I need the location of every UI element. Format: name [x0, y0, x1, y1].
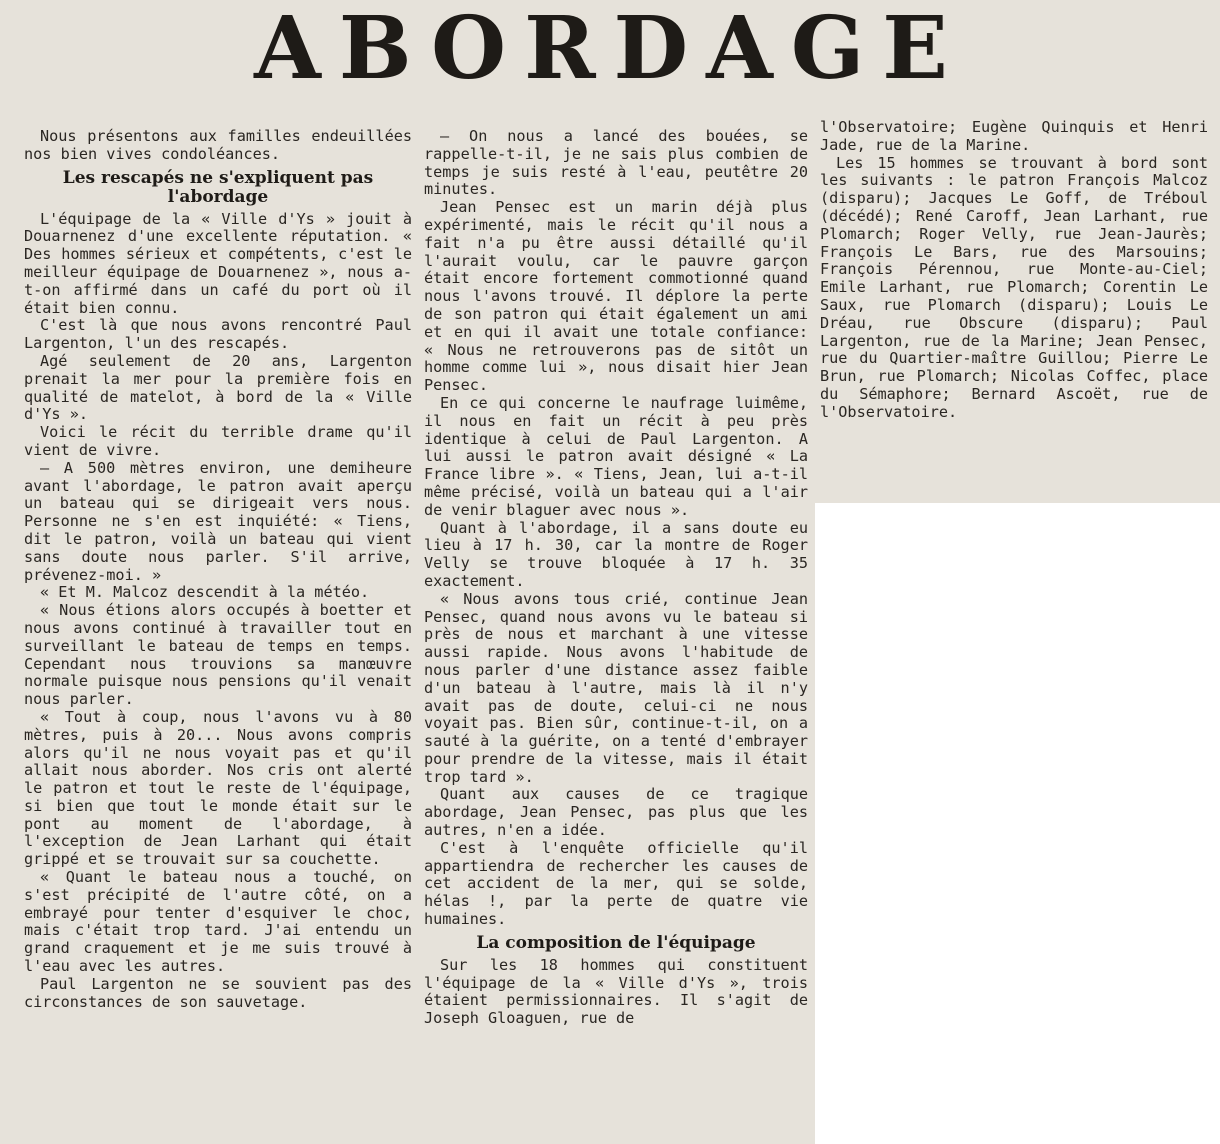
- column-3: [820, 119, 1208, 422]
- paragraph: « Tout à coup, nous l'avons vu à 80 mètres, puis à 20... Nous avons compris alors qu'il ne nous voyait pas et qu'il allait nous aborder. Nos cris ont alerté le patron et tout le reste de l'équipage, si bien que tout le monde était sur le pont au moment de l'abordage, à l'exception de Jean Larhant qui était grippé et se trouvait sur sa couchette.: [24, 707, 412, 869]
- paragraph: Sur les 18 hommes qui constituent l'équipage de la « Ville d'Ys », trois étaient permissionnaires. Il s'agit de Joseph Gloaguen, rue de: [424, 955, 808, 1028]
- column-1: [24, 128, 412, 1011]
- paragraph: — A 500 mètres environ, une demiheure avant l'abordage, le patron avait aperçu un bateau qui se dirigeait vers nous. Personne ne s'en est inquiété: « Tiens, dit le patron, voilà un bateau qui vient sans doute nous parler. S'il arrive, prévenez-moi. »: [24, 458, 412, 584]
- paragraph: Quant à l'abordage, il a sans doute eu lieu à 17 h. 30, car la montre de Roger Velly se trouve bloquée à 17 h. 35 exactement.: [424, 518, 808, 590]
- blank-area: [815, 503, 1220, 1144]
- paragraph: En ce qui concerne le naufrage luimême, il nous en fait un récit à peu près identique à celui de Paul Largenton. A lui aussi le patron avait désigné « La France libre ». « Tiens, Jean, lui a-t-il même précisé, voilà un bateau qui a l'air de venir blaguer avec nous ».: [424, 393, 808, 519]
- subheading-composition: La composition de l'équipage: [476, 932, 756, 953]
- paragraph: L'équipage de la « Ville d'Ys » jouit à Douarnenez d'une excellente réputation. « Des hommes sérieux et compétents, c'est le meilleur équipage de Douarnenez », nous a-t-on affirmé dans un café du port où il était bien connu.: [24, 209, 412, 317]
- column-2: [424, 128, 808, 1028]
- paragraph: C'est là que nous avons rencontré Paul Largenton, l'un des rescapés.: [24, 316, 412, 353]
- paragraph: « Quant le bateau nous a touché, on s'est précipité de l'autre côté, on a embrayé pour tenter d'esquiver le choc, mais c'était trop tard. J'ai entendu un grand craquement et je me suis trouvé à l'eau avec les autres.: [24, 868, 412, 976]
- subheading-rescapes: Les rescapés ne s'expliquent pas l'abordage: [62, 167, 374, 207]
- paragraph: l'Observatoire; Eugène Quinquis et Henri Jade, rue de la Marine.: [820, 118, 1208, 154]
- headline: ABORDAGE: [254, 0, 966, 99]
- paragraph: C'est à l'enquête officielle qu'il appartiendra de rechercher les causes de cet accident de la mer, qui se solde, hélas !, par la perte de quatre vie humaines.: [424, 838, 808, 929]
- paragraph: Nous présentons aux familles endeuillées nos bien vives condoléances.: [24, 127, 412, 163]
- paragraph: Voici le récit du terrible drame qu'il vient de vivre.: [24, 423, 412, 459]
- paragraph: — On nous a lancé des bouées, se rappelle-t-il, je ne sais plus combien de temps je suis resté à l'eau, peutêtre 20 minutes.: [424, 127, 808, 199]
- paragraph: « Nous étions alors occupés à boetter et nous avons continué à travailler tout en surveillant le bateau de temps en temps. Cependant nous trouvions sa manœuvre normale puisque nous pensions qu'il venait nous parler.: [24, 601, 412, 709]
- paragraph: Quant aux causes de ce tragique abordage, Jean Pensec, pas plus que les autres, n'en a idée.: [424, 785, 808, 840]
- paragraph: « Et M. Malcoz descendit à la météo.: [40, 583, 370, 602]
- paragraph: Les 15 hommes se trouvant à bord sont les suivants : le patron François Malcoz (disparu); Jacques Le Goff, de Tréboul (décédé); René Caroff, Jean Larhant, rue Plomarch; Roger Velly, rue Jean-Jaurès; François Le Bars, rue des Marsouins; François Pérennou, rue Monte-au-Ciel; Emile Larhant, rue Plomarch; Corentin Le Saux, rue Plomarch (disparu); Louis Le Dréau, rue Obscure (disparu); Paul Largenton, rue de la Marine; Jean Pensec, rue du Quartier-maître Guillou; Pierre Le Brun, rue Plomarch; Nicolas Coffec, place du Sémaphore; Bernard Ascoët, rue de l'Observatoire.: [820, 153, 1208, 421]
- paragraph: Paul Largenton ne se souvient pas des circonstances de son sauvetage.: [24, 974, 412, 1011]
- paragraph: Jean Pensec est un marin déjà plus expérimenté, mais le récit qu'il nous a fait n'a pu être aussi détaillé qu'il l'aurait voulu, car le pauvre garçon était encore fortement commotionné quand nous l'avons trouvé. Il déplore la perte de son patron qui était également un ami et en qui il avait une totale confiance: « Nous ne retrouverons pas de sitôt un homme comme lui », nous disait hier Jean Pensec.: [424, 198, 808, 395]
- paragraph: « Nous avons tous crié, continue Jean Pensec, quand nous avons vu le bateau si près de nous et marchant à une vitesse aussi rapide. Nous avons l'habitude de nous parler d'une distance assez faible d'un bateau à l'autre, mais là il n'y avait pas de doute, celui-ci ne nous voyait pas. Bien sûr, continue-t-il, on a sauté à la guérite, on a tenté d'embrayer pour prendre de la vitesse, mais il était trop tard ».: [424, 589, 808, 786]
- paragraph: Agé seulement de 20 ans, Largenton prenait la mer pour la première fois en qualité de matelot, à bord de la « Ville d'Ys ».: [24, 351, 412, 424]
